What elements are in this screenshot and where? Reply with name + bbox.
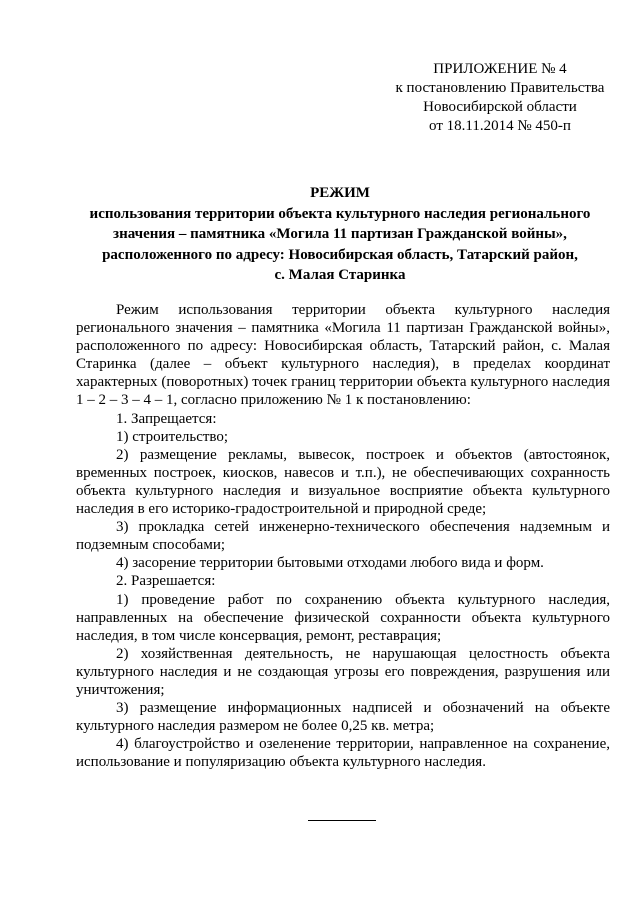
list-item: 1) проведение работ по сохранению объекта культурного наследия, направленных на обеспечение физической сохранности объекта культурного наследия, в том числе консервация, ремонт, реставрация; bbox=[76, 591, 610, 644]
title-line: расположенного по адресу: Новосибирская область, Татарский район, bbox=[102, 246, 578, 263]
section-heading-permitted: 2. Разрешается: bbox=[116, 573, 216, 590]
list-item: 2) хозяйственная деятельность, не нарушающая целостность объекта культурного наследия и не создающая угрозы его повреждения, разрушения или уничтожения; bbox=[76, 645, 610, 698]
appendix-region: Новосибирской области bbox=[423, 99, 577, 115]
document-title bbox=[70, 183, 610, 286]
appendix-date-number: от 18.11.2014 № 450-п bbox=[429, 118, 571, 134]
title-heading: РЕЖИМ bbox=[310, 185, 370, 201]
intro-paragraph: Режим использования территории объекта культурного наследия регионального значения – памятника «Могила 11 партизан Гражданской войны», расположенного по адресу: Новосибирская область, Татарский район, с. Малая Старинка (далее – объект культурного наследия), в пределах координат характерных (поворотных) точек границ территории объекта культурного наследия 1 – 2 – 3 – 4 – 1, согласно приложению № 1 к постановлению: bbox=[76, 302, 610, 409]
list-item: 1) строительство; bbox=[116, 428, 229, 445]
list-item: 2) размещение рекламы, вывесок, построек и объектов (автостоянок, временных построек, киосков, навесов и т.п.), не обеспечивающих сохранность объекта культурного наследия и визуальное восприятие объекта культурного наследия в его историко-градостроительной и природной среде; bbox=[76, 446, 610, 518]
list-item: 3) прокладка сетей инженерно-технического обеспечения надземным и подземным способами; bbox=[76, 519, 610, 554]
title-line: с. Малая Старинка bbox=[274, 267, 406, 283]
section-heading-prohibited: 1. Запрещается: bbox=[116, 410, 217, 427]
appendix-number: ПРИЛОЖЕНИЕ № 4 bbox=[433, 61, 567, 77]
list-item: 4) благоустройство и озеленение территории, направленное на сохранение, использование и популяризацию объекта культурного наследия. bbox=[76, 736, 610, 771]
list-item: 3) размещение информационных надписей и обозначений на объекте культурного наследия размером не более 0,25 кв. метра; bbox=[76, 700, 610, 735]
title-line: использования территории объекта культурного наследия регионального bbox=[89, 205, 591, 222]
title-line: значения – памятника «Могила 11 партизан Гражданской войны», bbox=[113, 226, 567, 242]
closing-separator-line bbox=[308, 820, 376, 821]
appendix-header bbox=[380, 60, 620, 136]
document-body bbox=[76, 301, 610, 771]
appendix-reference: к постановлению Правительства bbox=[395, 80, 605, 96]
list-item: 4) засорение территории бытовыми отходами любого вида и форм. bbox=[116, 555, 544, 572]
